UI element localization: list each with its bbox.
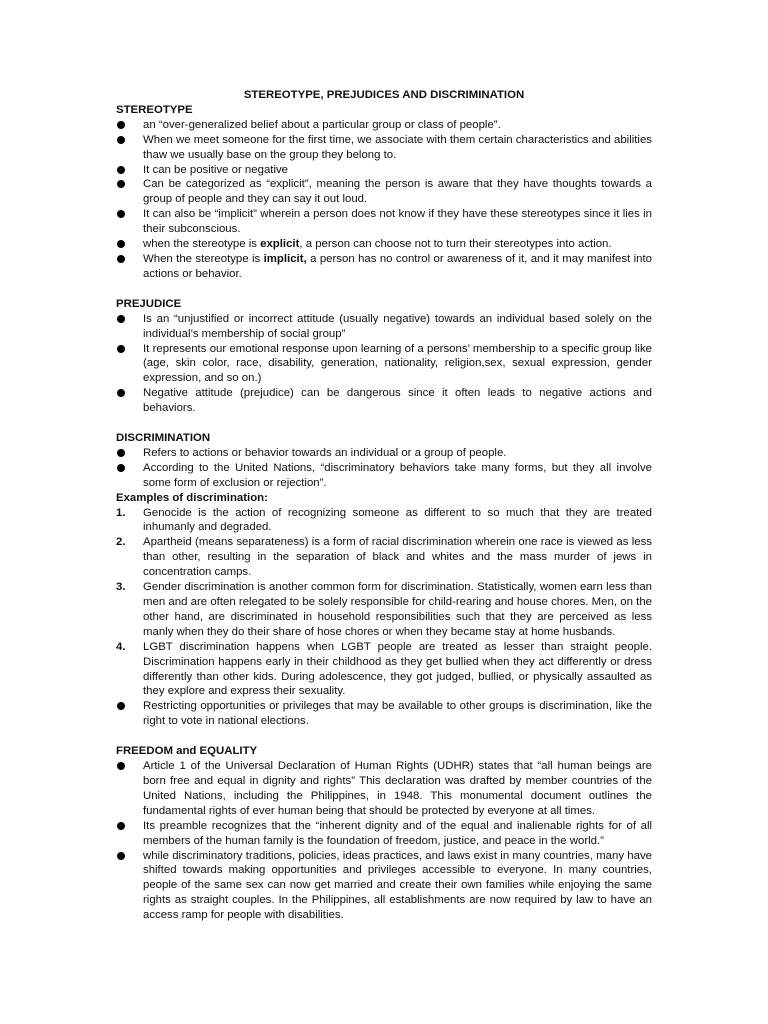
item-text [143,134,652,161]
bullet-dot-icon [117,166,125,174]
bullet-item [116,163,652,178]
bullet-item [116,699,652,729]
examples-list [116,506,652,730]
bullet-item [116,849,652,924]
bullet-dot-icon [117,702,125,710]
bullet-item [116,252,652,282]
bullet-item [116,461,652,491]
numbered-item [116,640,652,700]
bullet-item [116,386,652,416]
item-text [143,208,652,235]
bullet-list [116,118,652,282]
bullet-dot-icon [117,852,125,860]
bullet-item [116,312,652,342]
bullet-item [116,207,652,237]
text-run: Negative attitude (prejudice) can be dangerous since it often leads to negative actions and behaviors. [143,387,652,415]
item-text [143,313,652,340]
section-stereotype [116,103,652,282]
bullet-dot-icon [117,345,125,353]
item-text [143,238,612,250]
bullet-dot-icon [117,136,125,144]
text-run: an “over-generalized belief about a particular group or class of people”. [143,118,501,131]
item-text [143,820,652,847]
text-run: It represents our emotional response upon learning of a persons’ membership to a specific group like (age, skin color, race, disability, generation, nationality, religion,sex, sexual expression, gender expression, and so on.) [143,342,652,385]
item-text [143,581,652,638]
text-run: Its preamble recognizes that the “inherent dignity and of the equal and inalienable rights for of all members of the human family is the foundation of freedom, justice, and peace in the world.” [143,819,652,847]
section-heading: FREEDOM and EQUALITY [116,745,258,758]
item-number: 4. [116,640,126,653]
numbered-item [116,580,652,640]
section-heading: DISCRIMINATION [116,432,211,445]
bullet-dot-icon [117,180,125,188]
bullet-list [116,446,652,491]
item-text [143,343,652,385]
bullet-item [116,177,652,207]
bold-text: implicit, [263,252,307,265]
numbered-item [116,506,652,536]
document-title: STEREOTYPE, PREJUDICES AND DISCRIMINATION [243,89,525,101]
text-run: a person has no control or awareness of it, and it may manifest into actions or behavior. [143,252,652,280]
bullet-dot-icon [117,389,125,397]
text-run: Refers to actions or behavior towards an individual or a group of people. [143,446,507,459]
bullet-item [116,118,652,133]
text-run: When the stereotype is [143,252,264,265]
bullet-item [116,342,652,387]
item-text [143,507,652,534]
sections-container [116,103,652,923]
text-run: It can be positive or negative [143,163,289,176]
section-heading: PREJUDICE [116,297,182,310]
item-text [143,119,501,131]
bullet-dot-icon [117,210,125,218]
text-run: Restricting opportunities or privileges that may be available to other groups is discrimination, like the right to vote in national elections. [143,700,652,728]
bullet-dot-icon [117,315,125,323]
text-run: Gender discrimination is another common form for discrimination. Statistically, women earn less than men and are often relegated to be solely responsible for child-rearing and house chores. Men, on the other hand, are discriminated in household responsibilities such that they are perceived as less manly when they do their share of hose chores or when they became stay at home husbands. [143,581,652,638]
item-text [143,700,652,727]
bullet-list [116,759,652,923]
bullet-item [116,819,652,849]
text-run: , a person can choose not to turn their stereotypes into action. [299,238,612,251]
item-text [143,462,652,489]
bullet-list [116,312,652,416]
item-number: 2. [116,536,126,549]
text-run: while discriminatory traditions, policies, ideas practices, and laws exist in many countries, many have shifted towards making opportunities and privileges accessible to everyone. In many countries, people of the same sex can now get married and create their own families while enjoying the same rights as straight couples. In the Philippines, all establishments are now required by law to have an access ramp for people with disabilities. [143,849,652,922]
text-run: When we meet someone for the first time, we associate with them certain characteristics and abilities thaw we usually base on the group they belong to. [143,133,652,161]
section-freedom-and-equality [116,744,652,923]
item-number: 3. [116,581,126,594]
text-run: It can also be “implicit” wherein a person does not know if they have these stereotypes since it lies in their subconscious. [143,208,652,236]
item-text [143,447,506,459]
sub-heading: Examples of discrimination: [116,491,268,504]
bullet-dot-icon [117,240,125,248]
bullet-dot-icon [117,255,125,263]
bullet-item [116,446,652,461]
bold-text: explicit [260,238,300,251]
item-text [143,536,652,578]
text-run: LGBT discrimination happens when LGBT people are treated as lesser than straight people. Discrimination happens early in their childhood as they get bullied when they act differently or dress differently than other kids. During adolescence, they got judged, bullied, or physically assaulted as they explore and express their sexuality. [143,640,652,698]
document-body [116,88,652,923]
text-run: Genocide is the action of recognizing someone as different to so much that they are treated inhumanly and degraded. [143,506,652,534]
item-text [143,164,288,176]
item-text [143,178,652,205]
bullet-dot-icon [117,449,125,457]
bullet-dot-icon [117,121,125,129]
item-text [143,850,652,922]
item-number: 1. [116,506,126,519]
text-run: According to the United Nations, “discriminatory behaviors take many forms, but they all involve some form of exclusion or rejection”. [143,461,652,489]
item-text [143,641,652,698]
text-run: Apartheid (means separateness) is a form of racial discrimination wherein one race is viewed as less than other, resulting in the separation of black and whites and the mass murder of jews in concentration camps. [143,536,652,579]
item-text [143,387,652,414]
numbered-item [116,535,652,580]
section-prejudice [116,297,652,416]
section-discrimination [116,431,652,729]
bullet-dot-icon [117,464,125,472]
text-run: when the stereotype is [143,238,261,251]
text-run: Is an “unjustified or incorrect attitude (usually negative) towards an individual based solely on the individual’s membership of social group” [143,312,652,340]
bullet-dot-icon [117,762,125,770]
bullet-dot-icon [117,822,125,830]
item-text [143,760,652,817]
text-run: Article 1 of the Universal Declaration of Human Rights (UDHR) states that “all human beings are born free and equal in dignity and rights” This declaration was drafted by member countries of the United Nations, including the Philippines, in 1948. This monumental document outlines the fundamental rights of ever human being that should be protected by everyone at all times. [143,760,652,817]
bullet-item [116,759,652,819]
text-run: Can be categorized as “explicit”, meaning the person is aware that they have thoughts towards a group of people and they can say it out loud. [143,178,652,206]
bullet-item [116,133,652,163]
section-heading: STEREOTYPE [116,103,193,116]
bullet-item [116,237,652,252]
item-text [143,253,652,280]
